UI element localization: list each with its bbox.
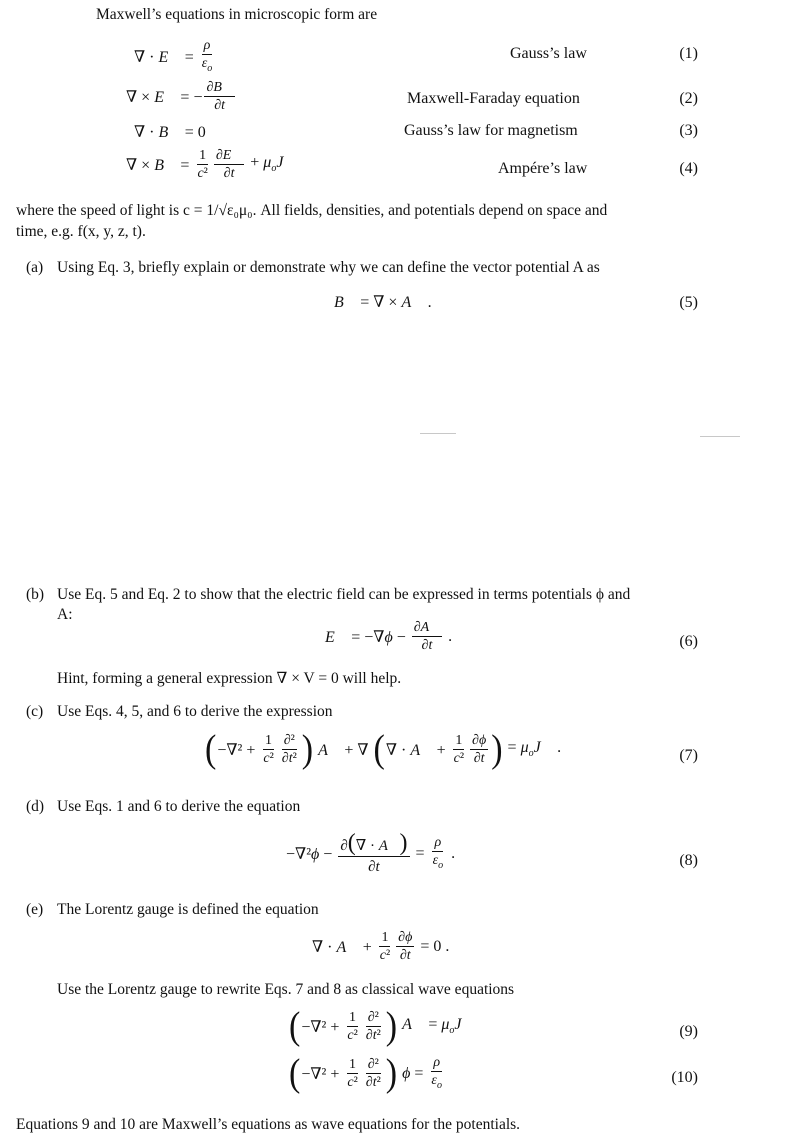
equation-number-9: (9) bbox=[679, 1023, 698, 1040]
equation-number-1: (1) bbox=[679, 45, 698, 62]
equation-number-3: (3) bbox=[679, 122, 698, 139]
part-e-text-2: Use the Lorentz gauge to rewrite Eqs. 7 and 8 as classical wave equations bbox=[57, 981, 515, 998]
closing-text: Equations 9 and 10 are Maxwell’s equations as wave equations for the potentials. bbox=[16, 1116, 521, 1133]
part-b-text-line-1: Use Eq. 5 and Eq. 2 to show that the electric field can be expressed in terms potentials ϕ and bbox=[57, 586, 631, 603]
lorentz-gauge-equation: ∇ · A⃗ + $\frac{1}{\text{c²}}$ $\frac{\partial\phi}{\partial t}$ = 0 . bbox=[312, 930, 450, 963]
equation-number-10: (10) bbox=[671, 1069, 698, 1086]
part-a-text: Using Eq. 3, briefly explain or demonstrate why we can define the vector potential A as bbox=[57, 259, 600, 276]
law-name-gauss-magnetism: Gauss’s law for magnetism bbox=[404, 122, 578, 139]
law-name-ampere: Ampére’s law bbox=[498, 160, 588, 177]
part-b-label: (b) bbox=[26, 586, 45, 603]
equation-3: ∇ · B⃗ = 0 bbox=[134, 124, 206, 141]
where-line-2: time, e.g. f(x, y, z, t). bbox=[16, 223, 146, 240]
equation-number-4: (4) bbox=[679, 160, 698, 177]
equation-number-7: (7) bbox=[679, 747, 698, 764]
part-b-text-line-2: A: bbox=[57, 606, 73, 623]
equation-9: ( −∇² + $\frac{1}{\text{c²}}$ $\frac{\text{∂²}}{\text{∂t²}}$ ) A⃗ = $\mu_oJ⃗$ bbox=[289, 1004, 474, 1048]
intro-text: Maxwell’s equations in microscopic form are bbox=[96, 6, 378, 23]
equation-number-6: (6) bbox=[679, 633, 698, 650]
law-name-faraday: Maxwell-Faraday equation bbox=[407, 90, 580, 107]
equation-10: ( −∇² + $\frac{1}{\text{c²}}$ $\frac{\text{∂²}}{\text{∂t²}}$ ) ϕ = $\frac{\rho}{\varepsilon_o}$ bbox=[289, 1052, 442, 1095]
scan-mark bbox=[700, 436, 740, 437]
part-c-text: Use Eqs. 4, 5, and 6 to derive the expression bbox=[57, 703, 333, 720]
equation-1: ∇ · E⃗ = $\frac{\rho}{\varepsilon_o}$ bbox=[134, 38, 213, 74]
equation-number-8: (8) bbox=[679, 852, 698, 869]
equation-2: ∇ × E⃗ = − $\frac{\partial B⃗}{\partial t}$ bbox=[126, 80, 233, 113]
equation-4: ∇ × B⃗ = $\frac{1}{\text{c²}}$ $\frac{\partial E⃗}{\partial t}$ + $\mu_oJ⃗$ bbox=[126, 148, 296, 181]
equation-5: B⃗ = ∇ × A⃗ . bbox=[334, 294, 432, 311]
equation-7: ( −∇² + $\frac{1}{\text{c²}}$ $\frac{\text{∂²}}{\text{∂t²}}$ ) A⃗ + ∇ ( ∇ · A⃗ + $\frac{1}{\text{c²}}$ $\frac{\partial\phi}{\partial t}$ ) = $\mu_oJ⃗$ . bbox=[205, 727, 562, 771]
part-d-label: (d) bbox=[26, 798, 45, 815]
part-b-hint: Hint, forming a general expression ∇ × V = 0 will help. bbox=[57, 670, 402, 687]
part-d-text: Use Eqs. 1 and 6 to derive the equation bbox=[57, 798, 301, 815]
equation-number-5: (5) bbox=[679, 294, 698, 311]
law-name-gauss: Gauss’s law bbox=[510, 45, 587, 62]
part-e-text: The Lorentz gauge is defined the equation bbox=[57, 901, 319, 918]
part-e-label: (e) bbox=[26, 901, 44, 918]
equation-number-2: (2) bbox=[679, 90, 698, 107]
equation-8: −∇²ϕ − $\frac{\partial(\nabla \cdot A⃗)}{\partial t}$ = $\frac{\rho}{\varepsilon_o}$ . bbox=[286, 830, 456, 875]
part-a-label: (a) bbox=[26, 259, 44, 276]
part-c-label: (c) bbox=[26, 703, 44, 720]
where-line-1: where the speed of light is c = 1/√ε₀μ₀. All fields, densities, and potentials depend on space and bbox=[16, 202, 608, 219]
equation-6: E⃗ = −∇ϕ − $\frac{\partial A⃗}{\partial t}$ . bbox=[325, 620, 453, 653]
scan-mark bbox=[420, 433, 456, 434]
